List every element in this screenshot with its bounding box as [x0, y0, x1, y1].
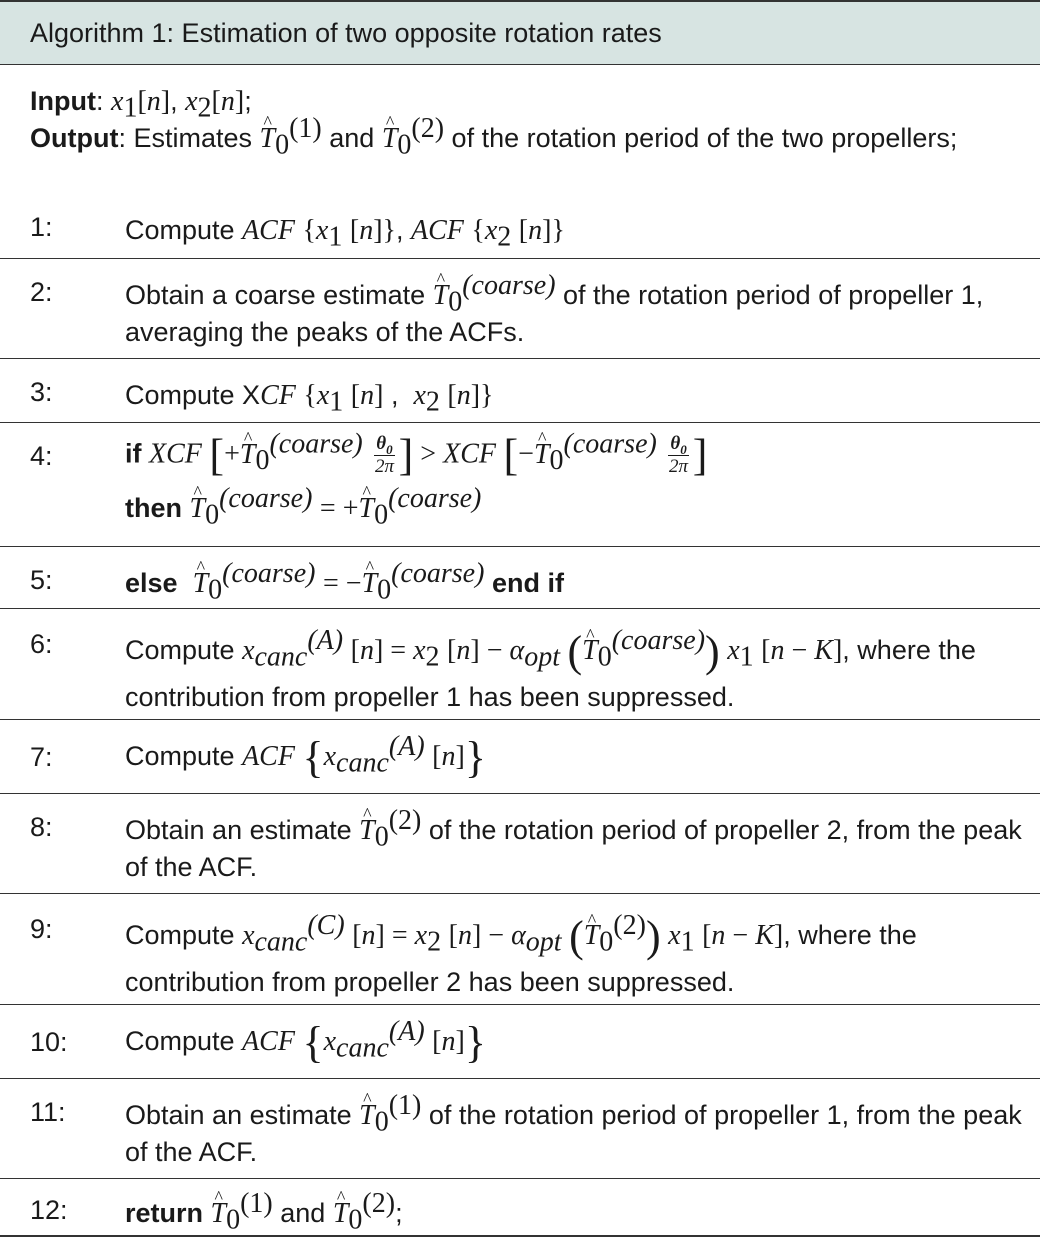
step-row: [0, 793, 1040, 893]
step-row: [0, 1078, 1040, 1178]
input-label: Input: [30, 86, 96, 116]
step-number: 3:: [30, 377, 53, 407]
step-row: [0, 608, 1040, 719]
io-block: [0, 65, 1040, 163]
step-number: 6:: [30, 629, 53, 659]
step-row: [0, 1178, 1040, 1235]
step-row: [0, 358, 1040, 422]
step-text: Compute ACF {$x_{canc}^{(A)}$ [n]}: [125, 731, 486, 782]
step-row: [0, 258, 1040, 358]
step-text: Obtain a coarse estimate ^ $T_0^{(coarse)}$ of the rotation period of propeller 1, averaging the peaks of the ACFs.: [125, 277, 1026, 351]
step-number: 10:: [30, 1027, 68, 1057]
step-number: 7:: [30, 742, 53, 772]
step-row: [0, 719, 1040, 793]
step-number: 2:: [30, 277, 53, 307]
output-line: [30, 113, 1010, 161]
output-label: Output: [30, 123, 119, 153]
input-line: [30, 83, 1010, 124]
step-number: 9:: [30, 914, 53, 944]
step-text: Compute ACF {$x_1$ [n]}, ACF {$x_2$ [n]}: [125, 215, 565, 253]
step-row: [0, 893, 1040, 1004]
input-text: : $x_1[n]$, $x_2[n]$;: [95, 86, 252, 124]
output-text: : Estimates ^ $T_0^{(1)}$ and ^ $T_0^{(2)}$ of the rotation period of the two propellers;: [118, 123, 957, 153]
step-row: [0, 1004, 1040, 1078]
step-number: 4:: [30, 441, 53, 471]
step-number: 12:: [30, 1195, 68, 1225]
step-text: Compute $x_{canc}^{(C)}$ $[n] = x_2$ $[n] - \alpha_{opt}$ (^ $T_0^{(2)}$) $x_1$ [n − K], where the contribution from propeller 2 has been suppressed.: [125, 912, 1026, 1005]
step-number: 8:: [30, 812, 53, 842]
step-text: Compute ACF {$x_{canc}^{(A)}$ [n]}: [125, 1016, 486, 1067]
step-text: return ^ $T_0^{(1)}$ and ^ $T_0^{(2)}$;: [125, 1195, 1026, 1232]
if-clause: if XCF [+^ $T_0^{(coarse)}$ $\frac{\theta_0}{2\pi}$ ] > XCF [−^ $T_0^{(coarse)}$ $\frac{\theta_0}{2\pi}$ ]: [125, 433, 1026, 478]
step-number: 1:: [30, 212, 53, 242]
then-clause: then ^ $T_0^{(coarse)}$ = +^ $T_0^{(coarse)}$: [125, 490, 1026, 527]
step-text: Compute XCF {$x_1$ [n] , $x_2$ [n]}: [125, 380, 494, 418]
step-text: Compute $x_{canc}^{(A)}$ $[n] = x_2$ $[n] - \alpha_{opt}$ (^ $T_0^{(coarse)}$) $x_1$ [n − K], where the contribution from propeller 1 has been suppressed.: [125, 627, 1026, 720]
step-row: [0, 212, 1040, 258]
algorithm-title: Algorithm 1: Estimation of two opposite rotation rates: [0, 2, 1040, 65]
step-text: Obtain an estimate ^ $T_0^{(1)}$ of the rotation period of propeller 1, from the peak of the ACF.: [125, 1097, 1026, 1171]
step-text: else ^ $T_0^{(coarse)}$ = −^ $T_0^{(coarse)}$ end if: [125, 565, 1026, 602]
step-number: 11:: [30, 1097, 66, 1127]
step-text: Obtain an estimate ^ $T_0^{(2)}$ of the rotation period of propeller 2, from the peak of the ACF.: [125, 812, 1026, 886]
step-number: 5:: [30, 565, 53, 595]
step-text: [125, 428, 1026, 531]
step-row: [0, 546, 1040, 608]
step-row: [0, 422, 1040, 546]
